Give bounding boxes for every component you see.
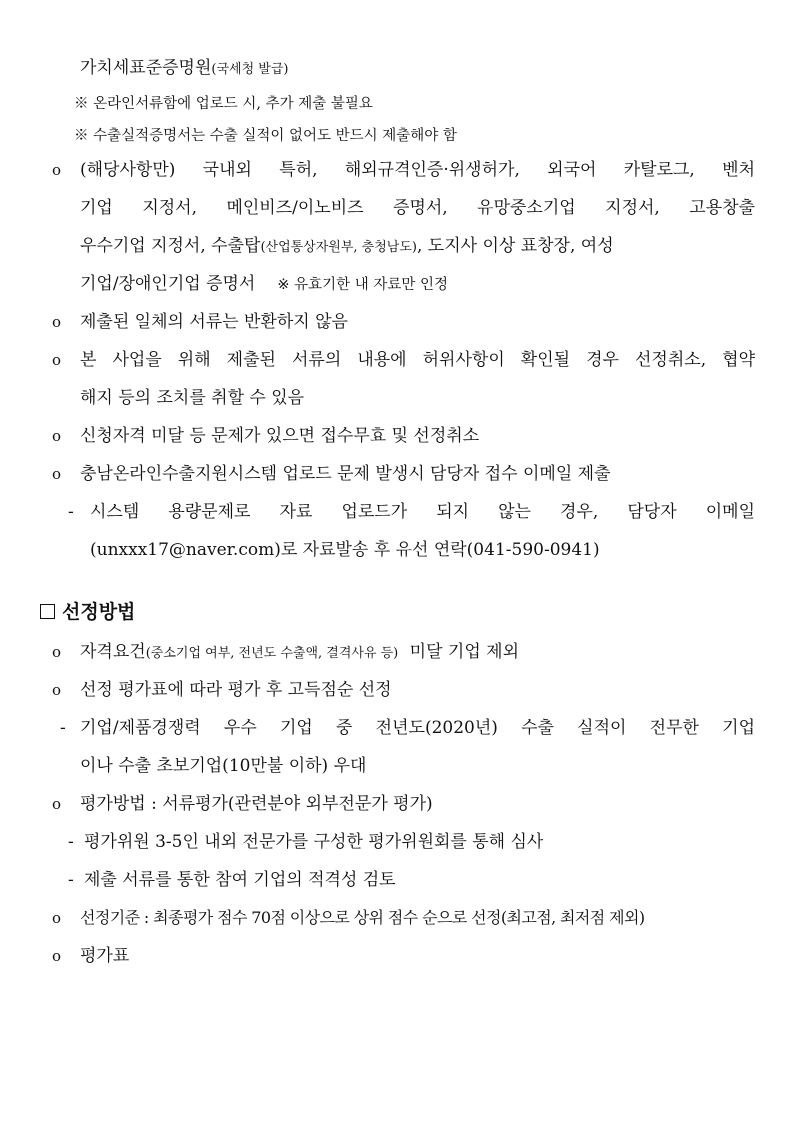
bullet-marker: o xyxy=(52,795,62,813)
optional-docs-line-3 xyxy=(80,234,755,260)
criteria-text: 미달 기업 제외 xyxy=(409,642,520,662)
criteria-preference-2: 이나 수출 초보기업(10만불 이하) 우대 xyxy=(80,756,367,776)
dash-marker: - xyxy=(68,870,74,890)
dash-marker: - xyxy=(68,832,74,852)
bullet-marker: o xyxy=(52,643,62,661)
note-upload: ※ 온라인서류함에 업로드 시, 추가 제출 불필요 xyxy=(74,96,373,112)
bullet-marker: o xyxy=(52,465,62,483)
note-export-cert: ※ 수출실적증명서는 수출 실적이 없어도 반드시 제출해야 함 xyxy=(74,128,457,144)
criteria-standard: 선정기준 : 최종평가 점수 70점 이상으로 상위 점수 순으로 선정(최고점, 최저점 제외) xyxy=(80,908,645,927)
optional-docs-line-2: 기업 지정서, 메인비즈/이노비즈 증명서, 유망중소기업 지정서, 고용창출 xyxy=(80,198,755,218)
optional-docs-text: 우수기업 지정서, 수출탑 xyxy=(80,236,261,256)
upload-issue-text: 충남온라인수출지원시스템 업로드 문제 발생시 담당자 접수 이메일 제출 xyxy=(80,464,611,484)
criteria-eligibility xyxy=(80,640,519,666)
optional-docs-line-1: (해당사항만) 국내외 특허, 해외규격인증·위생허가, 외국어 카탈로그, 벤처 xyxy=(80,160,755,180)
false-info-line-1: 본 사업을 위해 제출된 서류의 내용에 허위사항이 확인될 경우 선정취소, 협약 xyxy=(80,350,755,370)
upload-issue-detail-1: 시스템 용량문제로 자료 업로드가 되지 않는 경우, 담당자 이메일 xyxy=(90,502,755,522)
criteria-detail: (중소기업 여부, 전년도 수출액, 결격사유 등) xyxy=(145,646,399,661)
bullet-marker: o xyxy=(52,681,62,699)
no-return-text: 제출된 일체의 서류는 반환하지 않음 xyxy=(80,312,348,332)
bullet-marker: o xyxy=(52,947,62,965)
ineligible-text: 신청자격 미달 등 문제가 있으면 접수무효 및 선정취소 xyxy=(80,426,480,446)
bullet-marker: o xyxy=(52,909,62,927)
criteria-text: 자격요건 xyxy=(80,642,146,662)
intro-line xyxy=(80,56,288,82)
upload-issue-detail-2: (unxxx17@naver.com)로 자료발송 후 유선 연락(041-590-0941) xyxy=(90,540,600,560)
validity-note: ※ 유효기한 내 자료만 인정 xyxy=(277,277,449,293)
bullet-marker: o xyxy=(52,427,62,445)
criteria-method-detail-1: 평가위원 3-5인 내외 전문가를 구성한 평가위원회를 통해 심사 xyxy=(84,832,544,852)
bullet-marker: o xyxy=(52,161,62,179)
optional-docs-issuer: (산업통상자원부, 충청남도) xyxy=(260,240,417,255)
doc-name: 가치세표준증명원 xyxy=(80,58,212,78)
bullet-marker: o xyxy=(52,351,62,369)
criteria-ranking: 선정 평가표에 따라 평가 후 고득점순 선정 xyxy=(80,680,392,700)
criteria-method-detail-2: 제출 서류를 통한 참여 기업의 적격성 검토 xyxy=(84,870,396,890)
criteria-preference-1: 기업/제품경쟁력 우수 기업 중 전년도(2020년) 수출 실적이 전무한 기업 xyxy=(80,718,755,738)
criteria-evaluation-table: 평가표 xyxy=(80,946,130,966)
bullet-marker: o xyxy=(52,313,62,331)
optional-docs-text: 기업/장애인기업 증명서 xyxy=(80,274,256,294)
optional-docs-text: , 도지사 이상 표창장, 여성 xyxy=(416,236,614,256)
doc-issuer: (국세청 발급) xyxy=(211,62,289,77)
square-box-icon xyxy=(40,604,55,619)
dash-marker: - xyxy=(68,502,74,522)
dash-marker: - xyxy=(60,718,66,738)
section-heading xyxy=(40,598,135,626)
criteria-method: 평가방법 : 서류평가(관련분야 외부전문가 평가) xyxy=(80,794,433,814)
optional-docs-line-4 xyxy=(80,272,448,297)
section-title: 선정방법 xyxy=(62,601,136,623)
false-info-line-2: 해지 등의 조치를 취할 수 있음 xyxy=(80,388,305,408)
